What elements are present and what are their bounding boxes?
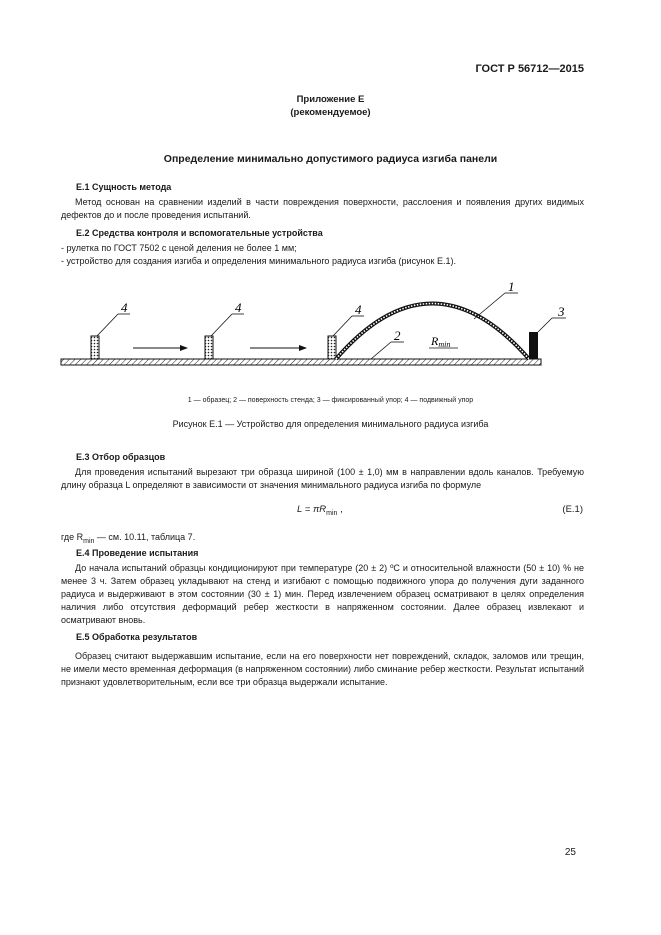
label-movable-stop: 4 xyxy=(121,300,128,315)
appendix-title: Приложение Е xyxy=(296,94,365,105)
label-rmin: Rmin xyxy=(431,334,451,349)
movable-stop xyxy=(91,336,99,359)
section-e4-heading: Е.4 Проведение испытания xyxy=(76,548,199,558)
document-title: Определение минимально допустимого радиуса изгиба панели xyxy=(163,153,498,165)
label-fixed-stop: 3 xyxy=(558,304,565,319)
label-movable-stop: 4 xyxy=(355,302,362,317)
section-e1-heading: Е.1 Сущность метода xyxy=(76,182,172,192)
equation-number: (Е.1) xyxy=(562,504,583,515)
movable-stop xyxy=(205,336,213,359)
standard-number: ГОСТ Р 56712—2015 xyxy=(475,63,584,75)
movable-stop xyxy=(328,336,336,359)
figure-legend: 1 — образец; 2 — поверхность стенда; 3 — фиксированный упор; 4 — подвижный упор xyxy=(187,397,474,404)
list-item: - устройство для создания изгиба и определения минимального радиуса изгиба (рисунок Е.1). xyxy=(61,256,457,266)
figure-caption: Рисунок Е.1 — Устройство для определения минимального радиуса изгиба xyxy=(172,419,489,429)
list-item: - рулетка по ГОСТ 7502 с ценой деления не более 1 мм; xyxy=(61,243,297,253)
section-e3-text: Для проведения испытаний вырезают три образца шириной (100 ± 1,0) мм в направлении вдоль каналов. Требуемую длину образца L определяют в зависимости от значения минимального радиуса изгиба по формуле xyxy=(61,467,584,490)
section-e1-text: Метод основан на сравнении изделий в части повреждения поверхности, расслоения и появления других видимых дефектов до и после проведения испытаний. xyxy=(61,197,584,220)
formula: $L = \pi R_{min}$ , xyxy=(297,504,343,517)
specimen-arc-fill xyxy=(336,304,529,360)
appendix-note: (рекомендуемое) xyxy=(290,107,371,118)
formula-explanation: где $R_{min}$ — см. 10.11, таблица 7. xyxy=(61,532,196,545)
section-e4-text: До начала испытаний образцы кондиционируют при температуре (20 ± 2) ºС и относительной влажности (50 ± 10) % не менее 3 ч. Затем образец укладывают на стенд и изгибают с помощью подвижного упора до получения дуги заданного радиуса и выдерживают в этом состоянии (30 ± 1) мин. Перед извлечением образец осматривают в целях определения наличия либо отсутствия деформаций ребер жесткости в напряженном состоянии. Далее образец извлекают и осматривают вновь. xyxy=(61,563,584,625)
appendix-heading xyxy=(0,93,661,119)
label-movable-stop: 4 xyxy=(235,300,242,315)
label-specimen: 1 xyxy=(508,279,515,294)
bending-device-figure xyxy=(0,270,661,390)
fixed-stop xyxy=(529,332,538,359)
page-number: 25 xyxy=(564,847,576,858)
stand-surface xyxy=(61,359,541,365)
section-e2-heading: Е.2 Средства контроля и вспомогательные устройства xyxy=(76,228,323,238)
section-e3-heading: Е.3 Отбор образцов xyxy=(76,452,166,462)
section-e5-heading: Е.5 Обработка результатов xyxy=(76,632,198,642)
section-e5-text: Образец считают выдержавшим испытание, если на его поверхности нет повреждений, складок, заломов или трещин, не имели место временная деформация (в напряженном состоянии) либо сминание ребер жесткости. Результат испытаний признают удовлетворительным, если все три образца выдержали испытание. xyxy=(61,651,584,687)
label-surface: 2 xyxy=(394,328,401,343)
